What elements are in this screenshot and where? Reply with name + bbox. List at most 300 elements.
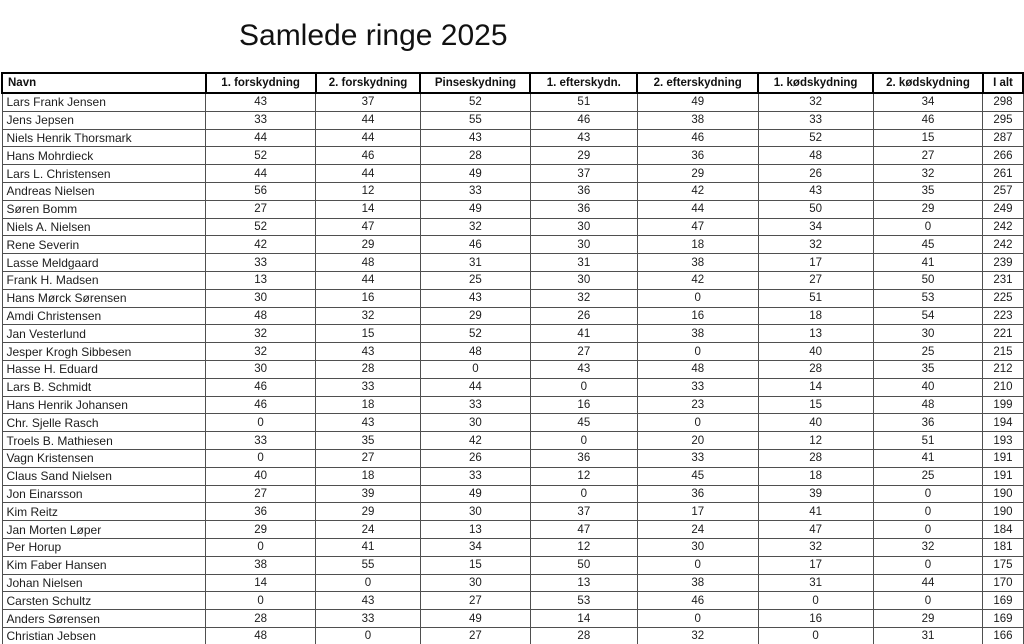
score-cell: 0 xyxy=(316,627,421,644)
score-cell: 29 xyxy=(530,147,637,165)
score-cell: 14 xyxy=(530,610,637,628)
shooter-name-cell: Hans Mørck Sørensen xyxy=(2,289,206,307)
score-cell: 32 xyxy=(758,538,873,556)
score-cell: 0 xyxy=(420,360,530,378)
score-cell: 41 xyxy=(873,254,983,272)
score-cell: 18 xyxy=(758,307,873,325)
score-cell: 32 xyxy=(873,538,983,556)
score-cell: 43 xyxy=(316,592,421,610)
shooter-name-cell: Vagn Kristensen xyxy=(2,449,206,467)
score-cell: 27 xyxy=(206,485,316,503)
score-cell: 32 xyxy=(758,93,873,111)
table-row xyxy=(2,556,1023,574)
score-cell: 36 xyxy=(530,449,637,467)
score-cell: 32 xyxy=(758,236,873,254)
table-row xyxy=(2,254,1023,272)
shooter-name-cell: Hans Mohrdieck xyxy=(2,147,206,165)
score-cell: 48 xyxy=(316,254,421,272)
score-cell: 0 xyxy=(873,503,983,521)
total-cell: 239 xyxy=(983,254,1023,272)
score-cell: 38 xyxy=(637,254,758,272)
shooter-name-cell: Rene Severin xyxy=(2,236,206,254)
table-row xyxy=(2,592,1023,610)
table-row xyxy=(2,521,1023,539)
table-row xyxy=(2,432,1023,450)
score-cell: 56 xyxy=(206,182,316,200)
score-cell: 15 xyxy=(420,556,530,574)
score-cell: 29 xyxy=(420,307,530,325)
score-cell: 43 xyxy=(530,129,637,147)
score-cell: 30 xyxy=(420,414,530,432)
score-cell: 33 xyxy=(420,182,530,200)
score-cell: 42 xyxy=(206,236,316,254)
column-header-navn: Navn xyxy=(2,73,206,93)
score-cell: 0 xyxy=(873,556,983,574)
score-cell: 0 xyxy=(637,414,758,432)
total-cell: 169 xyxy=(983,610,1023,628)
score-cell: 40 xyxy=(758,414,873,432)
score-cell: 14 xyxy=(206,574,316,592)
score-cell: 45 xyxy=(637,467,758,485)
score-cell: 33 xyxy=(420,467,530,485)
score-cell: 47 xyxy=(530,521,637,539)
total-cell: 261 xyxy=(983,165,1023,183)
column-header-4: 1. efterskydn. xyxy=(530,73,637,93)
score-cell: 0 xyxy=(873,218,983,236)
table-row xyxy=(2,93,1023,111)
score-cell: 16 xyxy=(530,396,637,414)
total-cell: 221 xyxy=(983,325,1023,343)
score-cell: 0 xyxy=(206,449,316,467)
score-cell: 33 xyxy=(316,610,421,628)
score-cell: 20 xyxy=(637,432,758,450)
score-cell: 26 xyxy=(758,165,873,183)
score-cell: 31 xyxy=(873,627,983,644)
score-cell: 28 xyxy=(316,360,421,378)
score-cell: 41 xyxy=(873,449,983,467)
score-cell: 43 xyxy=(420,289,530,307)
score-cell: 40 xyxy=(206,467,316,485)
shooter-name-cell: Hans Henrik Johansen xyxy=(2,396,206,414)
score-cell: 29 xyxy=(873,610,983,628)
score-cell: 55 xyxy=(420,111,530,129)
score-cell: 52 xyxy=(758,129,873,147)
score-cell: 27 xyxy=(420,592,530,610)
score-cell: 52 xyxy=(206,218,316,236)
score-cell: 13 xyxy=(206,271,316,289)
score-cell: 35 xyxy=(316,432,421,450)
score-cell: 12 xyxy=(530,538,637,556)
score-cell: 32 xyxy=(316,307,421,325)
score-cell: 34 xyxy=(758,218,873,236)
score-cell: 48 xyxy=(206,307,316,325)
total-cell: 191 xyxy=(983,467,1023,485)
total-cell: 181 xyxy=(983,538,1023,556)
total-cell: 199 xyxy=(983,396,1023,414)
total-cell: 242 xyxy=(983,236,1023,254)
shooter-name-cell: Johan Nielsen xyxy=(2,574,206,592)
score-cell: 35 xyxy=(873,182,983,200)
score-cell: 44 xyxy=(316,111,421,129)
score-cell: 18 xyxy=(316,396,421,414)
score-cell: 51 xyxy=(758,289,873,307)
score-cell: 34 xyxy=(873,93,983,111)
total-cell: 295 xyxy=(983,111,1023,129)
score-cell: 41 xyxy=(316,538,421,556)
score-cell: 0 xyxy=(873,521,983,539)
score-cell: 44 xyxy=(873,574,983,592)
score-cell: 30 xyxy=(637,538,758,556)
score-cell: 49 xyxy=(637,93,758,111)
total-cell: 249 xyxy=(983,200,1023,218)
table-row xyxy=(2,200,1023,218)
total-cell: 231 xyxy=(983,271,1023,289)
shooter-name-cell: Anders Sørensen xyxy=(2,610,206,628)
shooter-name-cell: Jens Jepsen xyxy=(2,111,206,129)
score-cell: 39 xyxy=(316,485,421,503)
score-cell: 14 xyxy=(316,200,421,218)
table-row xyxy=(2,485,1023,503)
score-cell: 49 xyxy=(420,165,530,183)
score-cell: 28 xyxy=(758,360,873,378)
score-cell: 0 xyxy=(637,610,758,628)
score-cell: 25 xyxy=(873,467,983,485)
column-header-7: 2. kødskydning xyxy=(873,73,983,93)
score-cell: 18 xyxy=(637,236,758,254)
total-cell: 266 xyxy=(983,147,1023,165)
total-cell: 298 xyxy=(983,93,1023,111)
score-cell: 49 xyxy=(420,610,530,628)
score-cell: 36 xyxy=(637,485,758,503)
shooter-name-cell: Kim Faber Hansen xyxy=(2,556,206,574)
table-body xyxy=(2,93,1023,644)
score-cell: 46 xyxy=(206,378,316,396)
score-cell: 40 xyxy=(873,378,983,396)
score-cell: 15 xyxy=(758,396,873,414)
score-cell: 52 xyxy=(206,147,316,165)
column-header-3: Pinseskydning xyxy=(420,73,530,93)
score-cell: 48 xyxy=(637,360,758,378)
score-cell: 49 xyxy=(420,200,530,218)
score-cell: 54 xyxy=(873,307,983,325)
score-cell: 30 xyxy=(420,574,530,592)
table-row xyxy=(2,129,1023,147)
total-cell: 166 xyxy=(983,627,1023,644)
score-cell: 47 xyxy=(758,521,873,539)
shooter-name-cell: Lasse Meldgaard xyxy=(2,254,206,272)
table-row xyxy=(2,147,1023,165)
score-cell: 38 xyxy=(637,574,758,592)
score-cell: 31 xyxy=(758,574,873,592)
total-cell: 190 xyxy=(983,485,1023,503)
score-cell: 0 xyxy=(206,592,316,610)
score-cell: 40 xyxy=(758,343,873,361)
score-cell: 50 xyxy=(530,556,637,574)
score-cell: 24 xyxy=(637,521,758,539)
score-cell: 43 xyxy=(758,182,873,200)
score-cell: 38 xyxy=(206,556,316,574)
score-cell: 30 xyxy=(530,271,637,289)
score-cell: 17 xyxy=(637,503,758,521)
shooter-name-cell: Niels A. Nielsen xyxy=(2,218,206,236)
score-cell: 44 xyxy=(316,165,421,183)
score-cell: 35 xyxy=(873,360,983,378)
score-cell: 29 xyxy=(316,236,421,254)
score-cell: 0 xyxy=(637,343,758,361)
score-cell: 27 xyxy=(758,271,873,289)
shooter-name-cell: Jon Einarsson xyxy=(2,485,206,503)
score-cell: 32 xyxy=(206,343,316,361)
score-cell: 48 xyxy=(420,343,530,361)
table-row xyxy=(2,236,1023,254)
score-cell: 26 xyxy=(420,449,530,467)
score-cell: 41 xyxy=(530,325,637,343)
total-cell: 242 xyxy=(983,218,1023,236)
score-cell: 27 xyxy=(420,627,530,644)
score-cell: 37 xyxy=(530,503,637,521)
score-cell: 44 xyxy=(420,378,530,396)
score-cell: 43 xyxy=(316,414,421,432)
table-row xyxy=(2,182,1023,200)
score-cell: 32 xyxy=(637,627,758,644)
total-cell: 287 xyxy=(983,129,1023,147)
score-cell: 46 xyxy=(637,129,758,147)
total-cell: 191 xyxy=(983,449,1023,467)
score-cell: 37 xyxy=(316,93,421,111)
score-cell: 18 xyxy=(316,467,421,485)
shooter-name-cell: Christian Jebsen xyxy=(2,627,206,644)
score-cell: 17 xyxy=(758,556,873,574)
column-header-2: 2. forskydning xyxy=(316,73,421,93)
score-cell: 16 xyxy=(316,289,421,307)
table-row xyxy=(2,467,1023,485)
score-cell: 16 xyxy=(758,610,873,628)
score-cell: 32 xyxy=(420,218,530,236)
score-cell: 51 xyxy=(873,432,983,450)
score-cell: 33 xyxy=(316,378,421,396)
score-cell: 52 xyxy=(420,325,530,343)
score-cell: 53 xyxy=(873,289,983,307)
score-cell: 47 xyxy=(637,218,758,236)
score-cell: 14 xyxy=(758,378,873,396)
shooter-name-cell: Lars L. Christensen xyxy=(2,165,206,183)
score-cell: 23 xyxy=(637,396,758,414)
total-cell: 225 xyxy=(983,289,1023,307)
score-cell: 0 xyxy=(530,432,637,450)
shooter-name-cell: Troels B. Mathiesen xyxy=(2,432,206,450)
score-cell: 15 xyxy=(316,325,421,343)
score-cell: 0 xyxy=(637,289,758,307)
score-cell: 0 xyxy=(206,414,316,432)
table-row xyxy=(2,289,1023,307)
score-cell: 46 xyxy=(637,592,758,610)
total-cell: 175 xyxy=(983,556,1023,574)
score-cell: 53 xyxy=(530,592,637,610)
score-cell: 42 xyxy=(637,271,758,289)
score-cell: 47 xyxy=(316,218,421,236)
score-cell: 51 xyxy=(530,93,637,111)
shooter-name-cell: Claus Sand Nielsen xyxy=(2,467,206,485)
column-header-5: 2. efterskydning xyxy=(637,73,758,93)
total-cell: 194 xyxy=(983,414,1023,432)
score-cell: 38 xyxy=(637,325,758,343)
score-cell: 36 xyxy=(873,414,983,432)
score-cell: 24 xyxy=(316,521,421,539)
score-cell: 28 xyxy=(420,147,530,165)
score-cell: 36 xyxy=(530,200,637,218)
total-cell: 215 xyxy=(983,343,1023,361)
shooter-name-cell: Niels Henrik Thorsmark xyxy=(2,129,206,147)
score-cell: 30 xyxy=(530,236,637,254)
score-cell: 30 xyxy=(420,503,530,521)
table-row xyxy=(2,378,1023,396)
score-cell: 48 xyxy=(206,627,316,644)
total-cell: 184 xyxy=(983,521,1023,539)
score-cell: 45 xyxy=(873,236,983,254)
score-cell: 26 xyxy=(530,307,637,325)
total-cell: 190 xyxy=(983,503,1023,521)
score-cell: 49 xyxy=(420,485,530,503)
score-cell: 30 xyxy=(206,289,316,307)
score-cell: 50 xyxy=(873,271,983,289)
score-cell: 25 xyxy=(873,343,983,361)
score-cell: 33 xyxy=(206,432,316,450)
table-row xyxy=(2,165,1023,183)
score-cell: 46 xyxy=(530,111,637,129)
score-cell: 32 xyxy=(873,165,983,183)
score-cell: 46 xyxy=(206,396,316,414)
score-cell: 29 xyxy=(316,503,421,521)
score-cell: 38 xyxy=(637,111,758,129)
score-cell: 17 xyxy=(758,254,873,272)
shooter-name-cell: Chr. Sjelle Rasch xyxy=(2,414,206,432)
shooter-name-cell: Lars B. Schmidt xyxy=(2,378,206,396)
score-cell: 27 xyxy=(873,147,983,165)
shooter-name-cell: Hasse H. Eduard xyxy=(2,360,206,378)
total-cell: 212 xyxy=(983,360,1023,378)
score-cell: 46 xyxy=(316,147,421,165)
table-row xyxy=(2,307,1023,325)
score-cell: 31 xyxy=(420,254,530,272)
score-cell: 45 xyxy=(530,414,637,432)
table-row xyxy=(2,538,1023,556)
score-cell: 48 xyxy=(873,396,983,414)
score-cell: 39 xyxy=(758,485,873,503)
header-row xyxy=(2,73,1023,93)
column-header-8: I alt xyxy=(983,73,1023,93)
score-cell: 27 xyxy=(530,343,637,361)
score-cell: 13 xyxy=(758,325,873,343)
score-cell: 33 xyxy=(420,396,530,414)
score-cell: 33 xyxy=(637,378,758,396)
score-cell: 33 xyxy=(637,449,758,467)
score-cell: 29 xyxy=(637,165,758,183)
score-cell: 16 xyxy=(637,307,758,325)
table-row xyxy=(2,503,1023,521)
score-cell: 0 xyxy=(316,574,421,592)
table-row xyxy=(2,574,1023,592)
table-row xyxy=(2,627,1023,644)
table-row xyxy=(2,396,1023,414)
shooter-name-cell: Per Horup xyxy=(2,538,206,556)
scores-table xyxy=(1,72,1024,644)
table-row xyxy=(2,271,1023,289)
score-cell: 52 xyxy=(420,93,530,111)
score-cell: 0 xyxy=(530,485,637,503)
score-cell: 15 xyxy=(873,129,983,147)
score-cell: 36 xyxy=(637,147,758,165)
shooter-name-cell: Carsten Schultz xyxy=(2,592,206,610)
score-cell: 32 xyxy=(530,289,637,307)
score-cell: 0 xyxy=(530,378,637,396)
table-row xyxy=(2,218,1023,236)
shooter-name-cell: Jan Vesterlund xyxy=(2,325,206,343)
score-cell: 30 xyxy=(873,325,983,343)
score-cell: 36 xyxy=(206,503,316,521)
score-cell: 33 xyxy=(206,111,316,129)
score-cell: 18 xyxy=(758,467,873,485)
shooter-name-cell: Søren Bomm xyxy=(2,200,206,218)
score-cell: 36 xyxy=(530,182,637,200)
total-cell: 193 xyxy=(983,432,1023,450)
score-cell: 28 xyxy=(206,610,316,628)
score-cell: 25 xyxy=(420,271,530,289)
total-cell: 170 xyxy=(983,574,1023,592)
score-cell: 55 xyxy=(316,556,421,574)
shooter-name-cell: Lars Frank Jensen xyxy=(2,93,206,111)
score-cell: 28 xyxy=(530,627,637,644)
total-cell: 169 xyxy=(983,592,1023,610)
score-cell: 27 xyxy=(206,200,316,218)
score-cell: 30 xyxy=(530,218,637,236)
table-row xyxy=(2,360,1023,378)
table-row xyxy=(2,111,1023,129)
score-cell: 44 xyxy=(316,129,421,147)
table-row xyxy=(2,449,1023,467)
score-cell: 44 xyxy=(637,200,758,218)
score-cell: 43 xyxy=(206,93,316,111)
score-cell: 44 xyxy=(206,129,316,147)
score-cell: 50 xyxy=(758,200,873,218)
score-cell: 28 xyxy=(758,449,873,467)
score-cell: 43 xyxy=(530,360,637,378)
score-cell: 33 xyxy=(206,254,316,272)
score-cell: 41 xyxy=(758,503,873,521)
score-cell: 44 xyxy=(206,165,316,183)
column-header-6: 1. kødskydning xyxy=(758,73,873,93)
score-cell: 46 xyxy=(420,236,530,254)
table-row xyxy=(2,610,1023,628)
score-cell: 12 xyxy=(530,467,637,485)
score-cell: 32 xyxy=(206,325,316,343)
score-cell: 48 xyxy=(758,147,873,165)
score-cell: 31 xyxy=(530,254,637,272)
score-cell: 34 xyxy=(420,538,530,556)
shooter-name-cell: Frank H. Madsen xyxy=(2,271,206,289)
score-cell: 12 xyxy=(758,432,873,450)
score-cell: 44 xyxy=(316,271,421,289)
score-cell: 46 xyxy=(873,111,983,129)
shooter-name-cell: Amdi Christensen xyxy=(2,307,206,325)
score-cell: 42 xyxy=(420,432,530,450)
score-cell: 0 xyxy=(873,485,983,503)
score-cell: 27 xyxy=(316,449,421,467)
column-header-1: 1. forskydning xyxy=(206,73,316,93)
shooter-name-cell: Jesper Krogh Sibbesen xyxy=(2,343,206,361)
shooter-name-cell: Jan Morten Løper xyxy=(2,521,206,539)
score-cell: 42 xyxy=(637,182,758,200)
table-row xyxy=(2,414,1023,432)
